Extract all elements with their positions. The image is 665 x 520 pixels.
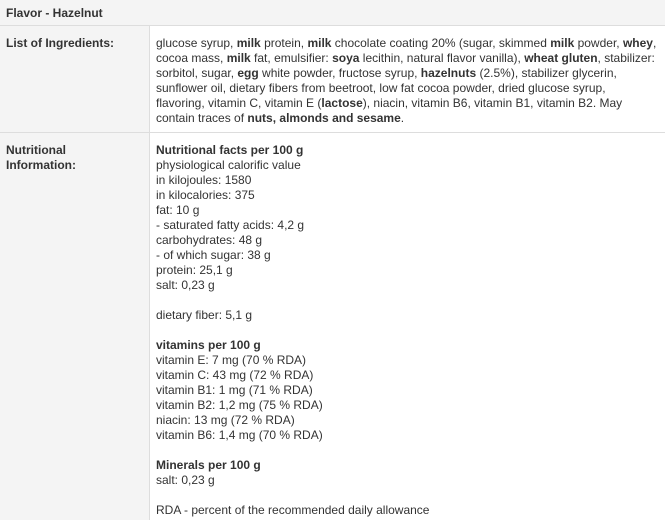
rda-note: RDA - percent of the recommended daily allowance [156,503,430,517]
ingredient-text: powder, [574,36,623,50]
allergen-text: wheat gluten [524,51,598,65]
facts-heading: Nutritional facts per 100 g [156,143,304,157]
spacer [156,323,657,338]
allergen-text: milk [236,36,261,50]
mineral-line: salt: 0,23 g [156,473,215,487]
vitamin-line: vitamin E: 7 mg (70 % RDA) [156,353,307,367]
allergen-text: hazelnuts [420,66,477,80]
ingredients-label: List of Ingredients: [0,26,150,132]
nutrition-label [0,133,150,520]
allergen-text: milk [307,36,332,50]
nutrition-fact-line: in kilocalories: 375 [156,188,255,202]
minerals-heading: Minerals per 100 g [156,458,261,472]
nutrition-fact-line: salt: 0,23 g [156,278,215,292]
flavor-header: Flavor - Hazelnut [0,0,665,26]
ingredient-text: lecithin, natural flavor vanilla), [359,51,525,65]
spacer [156,488,657,503]
ingredient-text: ), niacin, vitamin B6, vitamin B1, vitamin B2. May contain traces of [156,96,623,125]
facts-list [156,158,657,293]
allergen-text: lactose [321,96,363,110]
nutrition-fact-line: fat: 10 g [156,203,200,217]
dietary-fiber: dietary fiber: 5,1 g [156,308,253,322]
allergen-text: milk [226,51,251,65]
vitamins-heading: vitamins per 100 g [156,338,261,352]
ingredient-text: . [400,111,405,125]
nutrition-row [0,133,665,520]
spacer [156,443,657,458]
allergen-text: milk [550,36,575,50]
allergen-text: soya [332,51,360,65]
nutrition-fact-line: - of which sugar: 38 g [156,248,271,262]
minerals-list [156,473,657,488]
ingredient-text: chocolate coating 20% (sugar, skimmed [331,36,551,50]
nutrition-fact-line: - saturated fatty acids: 4,2 g [156,218,305,232]
allergen-text: egg [237,66,259,80]
ingredient-text: protein, [260,36,308,50]
vitamin-line: vitamin C: 43 mg (72 % RDA) [156,368,314,382]
ingredient-text: glucose syrup, [156,36,237,50]
ingredients-text [156,36,657,126]
ingredient-text: , stabilizer: sorbitol, sugar, [156,51,655,80]
ingredient-text: (2.5%), stabilizer glycerin, sunflower oil, dietary fibers from beetroot, low fat cocoa powder, dried glucose syrup, flavoring, vitamin C, vitamin E ( [156,66,617,110]
ingredient-text: , cocoa mass, [156,36,657,65]
vitamin-line: vitamin B1: 1 mg (71 % RDA) [156,383,313,397]
ingredient-text: fat, emulsifier: [250,51,333,65]
nutrition-label-line2: Information: [6,158,76,172]
ingredient-text: white powder, fructose syrup, [258,66,421,80]
nutrition-fact-line: in kilojoules: 1580 [156,173,252,187]
vitamins-list [156,353,657,443]
ingredients-row [0,26,665,133]
vitamin-line: vitamin B2: 1,2 mg (75 % RDA) [156,398,323,412]
vitamin-line: vitamin B6: 1,4 mg (70 % RDA) [156,428,323,442]
ingredients-value [150,26,665,132]
allergen-text: nuts, almonds and sesame [247,111,401,125]
nutrition-value [150,133,665,520]
nutrition-fact-line: physiological calorific value [156,158,301,172]
nutrition-fact-line: carbohydrates: 48 g [156,233,263,247]
vitamin-line: niacin: 13 mg (72 % RDA) [156,413,295,427]
nutrition-label-line1: Nutritional [6,143,66,157]
nutrition-fact-line: protein: 25,1 g [156,263,233,277]
spacer [156,293,657,308]
allergen-text: whey [622,36,653,50]
